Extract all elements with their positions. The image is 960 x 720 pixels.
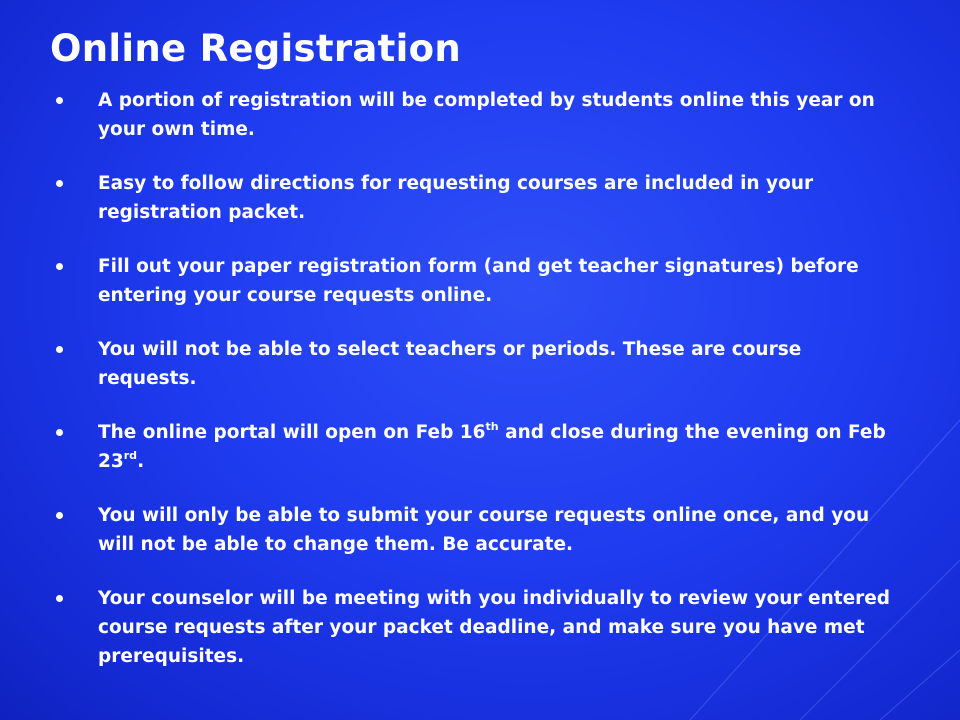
- bullet-text: You will only be able to submit your course requests online once, and you will not be able to change them. Be accurate.: [98, 505, 870, 555]
- bullet-text: Easy to follow directions for requesting courses are included in your registration packet.: [98, 173, 814, 223]
- bullet-item: [50, 169, 900, 227]
- bullet-dot-icon: [56, 429, 63, 436]
- bullet-dot-icon: [56, 263, 63, 270]
- bullet-item: [50, 252, 900, 310]
- bullet-item: [50, 501, 900, 559]
- bullet-dot-icon: [56, 512, 63, 519]
- bullet-dot-icon: [56, 595, 63, 602]
- bullet-dot-icon: [56, 180, 63, 187]
- bullet-text-part: and close during the evening on Feb 23: [98, 422, 886, 472]
- ordinal-suffix: th: [485, 420, 499, 433]
- bullet-item: [50, 584, 900, 671]
- bullet-item: [50, 335, 900, 393]
- bullet-text: You will not be able to select teachers or periods. These are course requests.: [98, 339, 802, 389]
- bullet-text: Your counselor will be meeting with you individually to review your entered course requests after your packet deadline, and make sure you have met prerequisites.: [98, 588, 891, 667]
- bullet-item: [50, 418, 900, 476]
- slide-title: Online Registration: [50, 27, 461, 70]
- bullet-text: Fill out your paper registration form (and get teacher signatures) before entering your course requests online.: [98, 256, 859, 306]
- bullet-text-part: The online portal will open on Feb 16: [98, 422, 486, 443]
- bullet-text: A portion of registration will be completed by students online this year on your own time.: [98, 90, 875, 140]
- bullet-item: [50, 86, 900, 144]
- bullet-dot-icon: [56, 346, 63, 353]
- bullet-list: [50, 86, 900, 671]
- bullet-dot-icon: [56, 97, 63, 104]
- bullet-text-part: .: [137, 451, 145, 472]
- ordinal-suffix: rd: [123, 449, 138, 462]
